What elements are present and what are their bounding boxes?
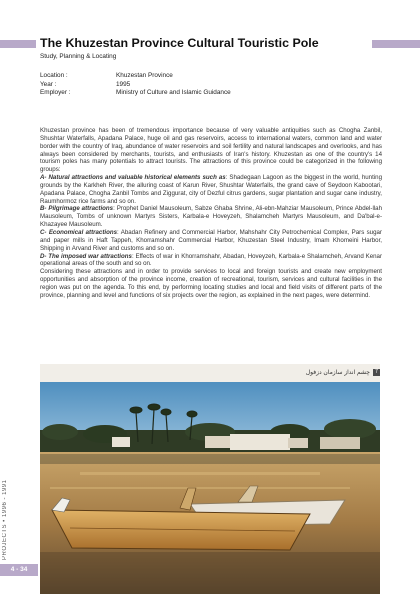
meta-value-employer: Ministry of Culture and Islamic Guidance (116, 89, 231, 97)
meta-row-year (40, 81, 231, 90)
project-meta (40, 72, 231, 98)
title-accent-bar-left (0, 40, 36, 48)
section-d (40, 253, 382, 269)
title-accent-bar-right (372, 40, 420, 48)
river-boats-photo (40, 382, 380, 594)
body-text (40, 127, 382, 300)
photo-caption (40, 369, 380, 381)
page-subtitle: Study, Planning & Locating (40, 53, 117, 60)
section-c-text: : Abadan Refinery and Commercial Harbor, Mahshahr City Petrochemical Complex, Pars sugar and paper mills in Haft Tappeh, Khorramshahr Commercial Harbor, Khuzestan Steel Industry, Imam Khomeini Harbor, Shipping in Arvand River and customs and so on. (40, 228, 382, 252)
caption-number-icon: 7 (373, 369, 380, 376)
intro-paragraph: Khuzestan province has been of tremendous importance because of very valuable antiquities such as Chogha Zanbil, Shushtar Waterfalls, Apadana Palace, huge oil and gas reservoirs, access to international waters, common land and water border with the country of Iraq, abundance of water reservoirs and soil fertility and natural landscapes and overlooks, and has always been considered by merchants, tourists, and enthusiasts of Iran's history. Khuzestan as one of the country's 14 tourism poles has many potentials to attract tourists. The attractions of this province could be categorized in the following groups: (40, 127, 382, 174)
section-a-text: : Shadegaan Lagoon as the biggest in the world, hunting grounds by the Karkheh River, the alluring coast of Karun River, Shushtar Waterfalls, the grand cave of Seydoon Kabootari, Apadana Palace, Chogha Zanbil Tombs and Ziggurat, city of Dezful citrus gardens, sugar plantation and sugar cane industry, Raumhormoz rice farms and so on. (40, 174, 382, 205)
section-b-label: B- Pilgrimage attractions (40, 205, 114, 213)
meta-row-employer (40, 89, 231, 98)
section-b (40, 205, 382, 229)
section-c (40, 229, 382, 253)
photo-caption-text: چشم انداز سازمان دزفول (305, 370, 370, 377)
meta-label-location: Location : (40, 72, 68, 79)
page-number: 4 - 34 (0, 564, 38, 576)
meta-label-employer: Employer : (40, 89, 71, 97)
meta-value-year: 1995 (116, 80, 131, 88)
meta-value-location: Khuzestan Province (116, 72, 173, 79)
closing-paragraph: Considering these attractions and in order to provide services to local and foreign tourists and create new employment opportunities and absorption of the province income, creation of recreational, tourism, services and cultural facilities in the region was put on the agenda. To this end, by performing locating studies and local and field visits of different parts of the province, planning and level and functions of six projects over the region, as explained in the next pages, were determind. (40, 268, 382, 299)
water-shadow (40, 552, 380, 594)
section-d-text: : Effects of war in Khorramshahr, Abadan, Hoveyzeh, Karbala-e Shalamcheh, Arvand Kenar operational areas of the south and so on. (40, 252, 382, 268)
section-d-label: D- The imposed war attractions (40, 252, 132, 260)
meta-row-location (40, 72, 231, 81)
section-b-text: : Prophet Daniel Mausoleum, Sabze Ghaba Shrine, Ali-ebn-Mahziar Mausoleum, Prince Abdel-llah Mausoleum, Tombs of unknown Martyrs Sisters, Karbala-e Hoveyzeh, Shalamcheh Martyrs Mausoleum, and Da'bal-e-Khazayee Mausoleum. (40, 205, 383, 229)
section-a (40, 174, 382, 205)
page-title: The Khuzestan Province Cultural Touristic Pole (40, 36, 319, 50)
meta-label-year: Year : (40, 80, 57, 88)
section-a-label: A- Natural attractions and valuable historical elements such as (40, 174, 226, 182)
section-c-label: C- Economical attractions (40, 228, 118, 236)
side-projects-label: PROJECTS • 1996 - 1991 (2, 479, 8, 560)
